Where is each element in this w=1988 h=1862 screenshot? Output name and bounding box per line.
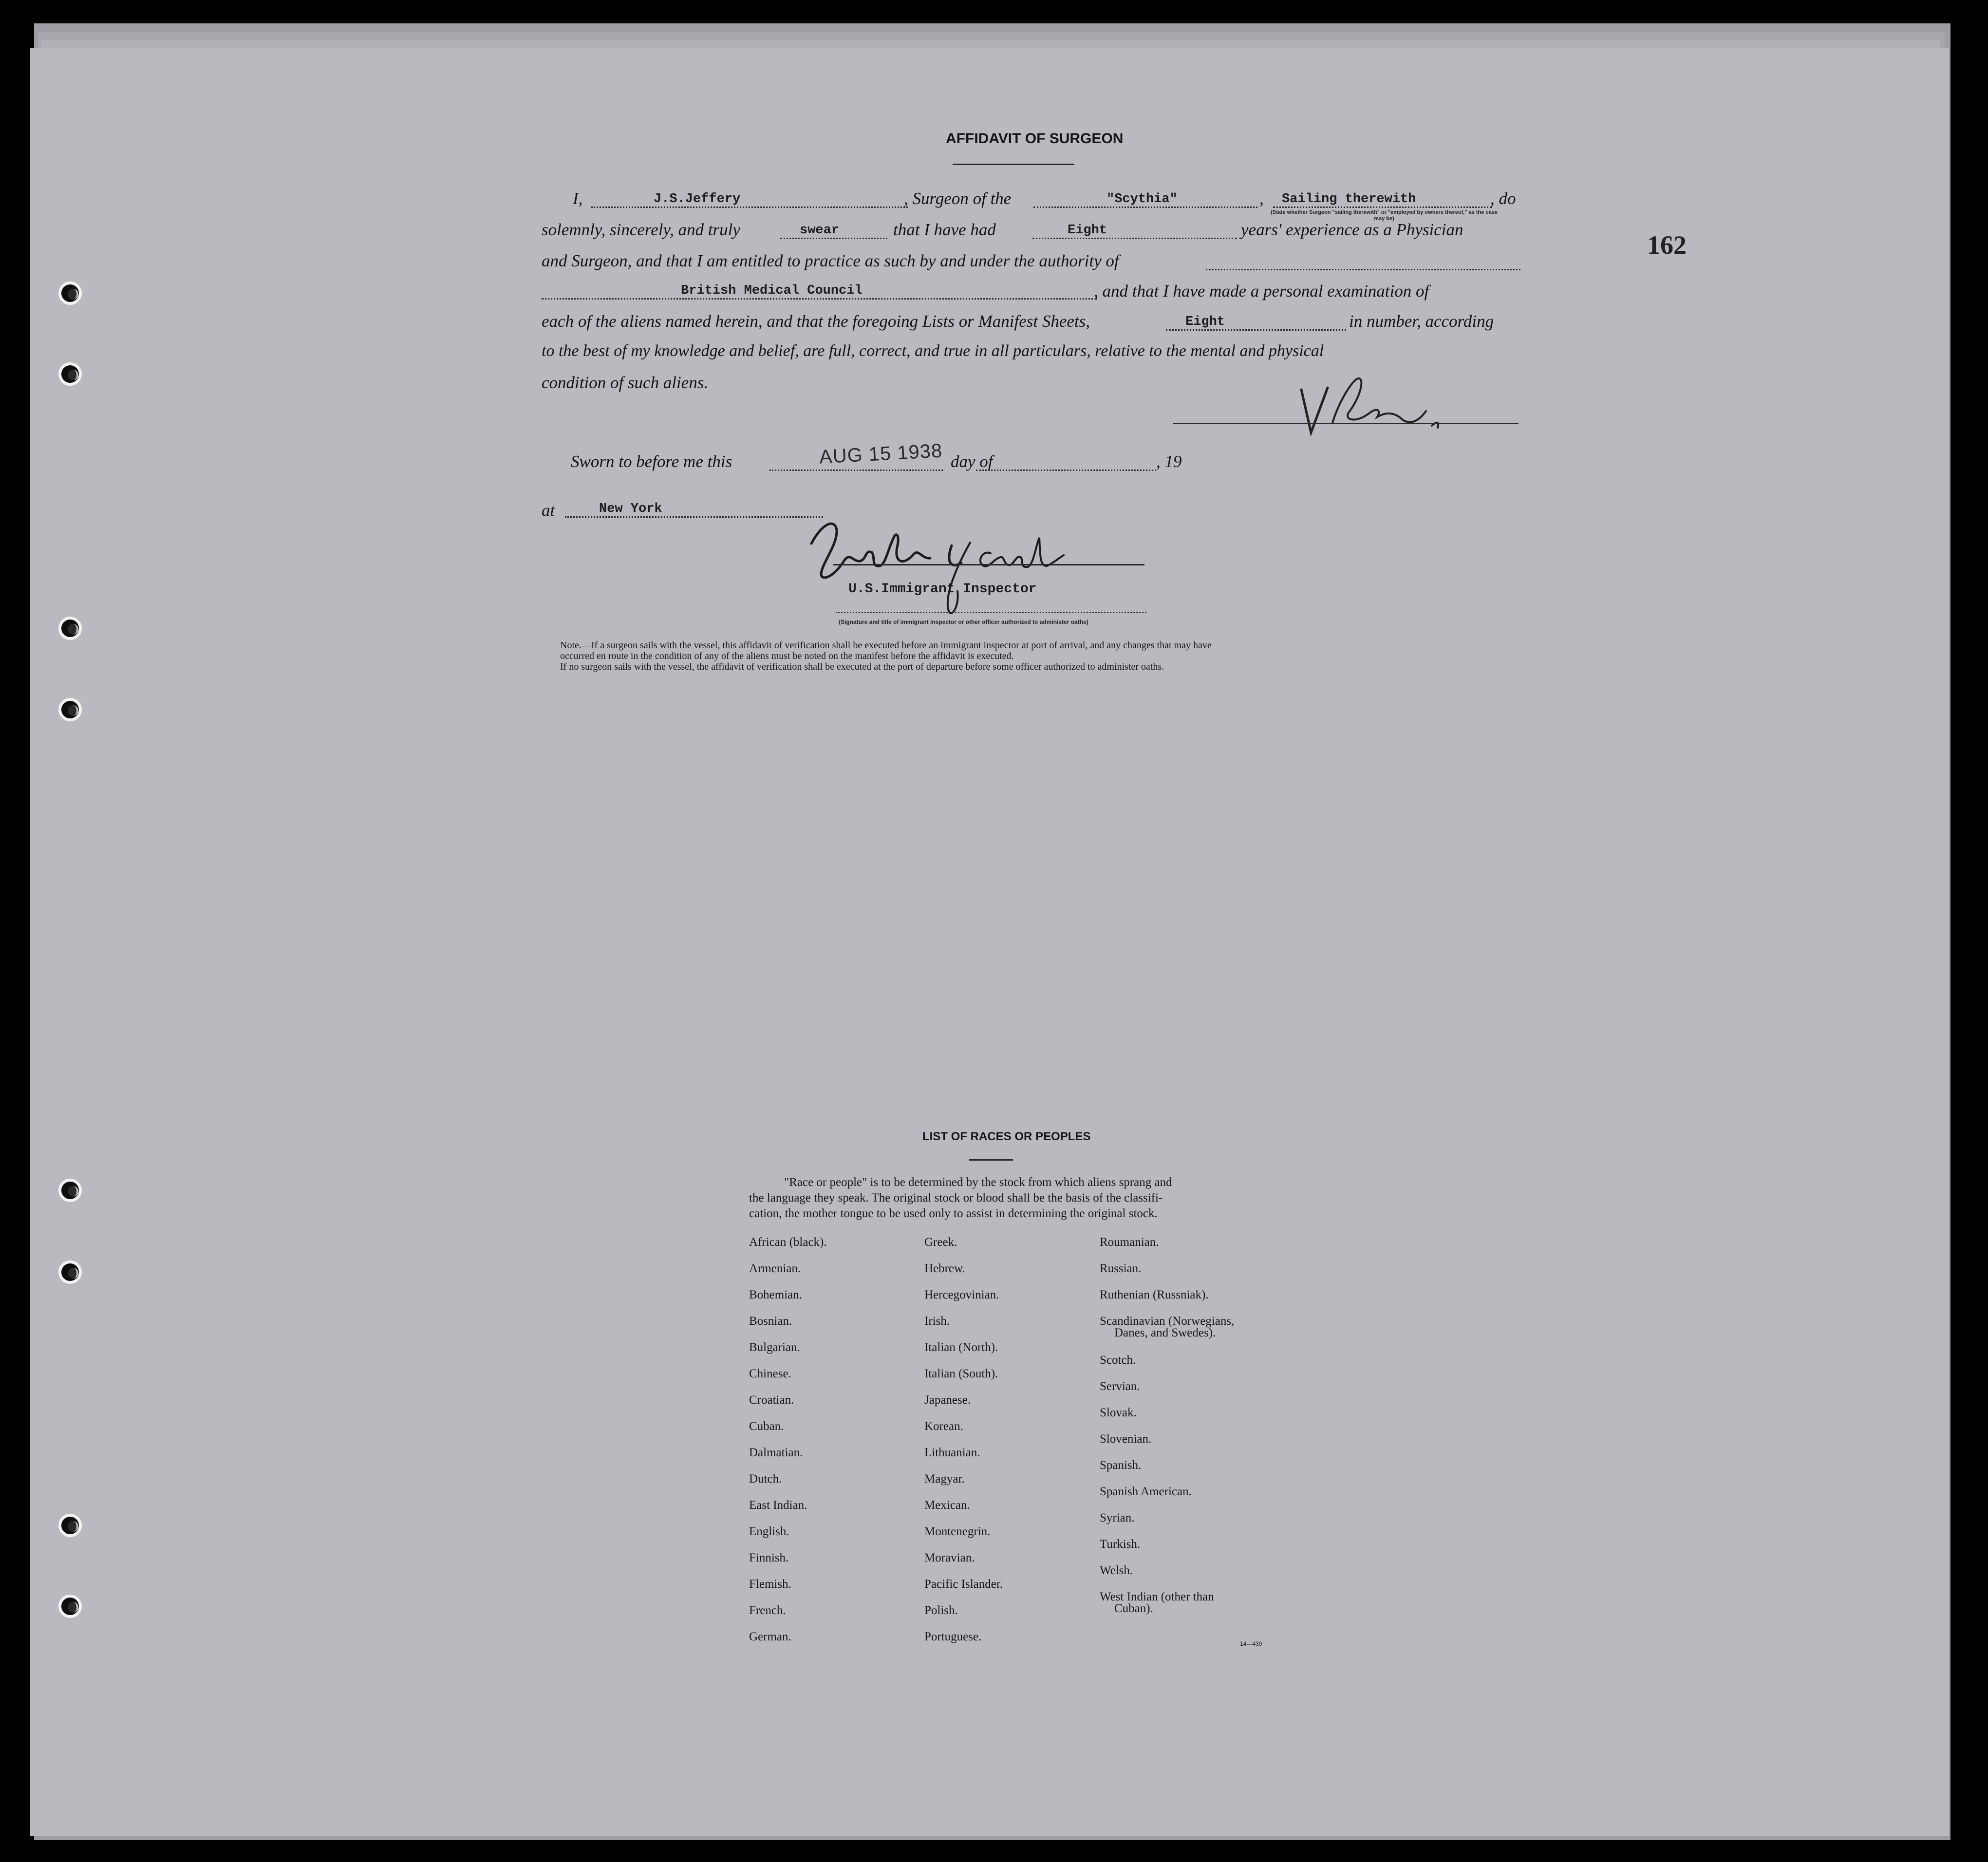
punch-hole: [58, 1260, 82, 1284]
authority-line: [542, 298, 1097, 300]
affidavit-text: each of the aliens named herein, and that the foregoing Lists or Manifest Sheets,: [542, 312, 1090, 331]
race-entry: Russian.: [1100, 1262, 1142, 1275]
oath-type-field[interactable]: swear: [800, 223, 840, 238]
inspector-signature-line: [833, 564, 1144, 565]
race-entry: Flemish.: [749, 1578, 791, 1591]
races-title: LIST OF RACES OR PEOPLES: [922, 1130, 1091, 1143]
punch-hole: [58, 1514, 82, 1537]
race-entry: Magyar.: [924, 1472, 965, 1486]
race-entry: Bulgarian.: [749, 1341, 800, 1354]
affidavit-text: , do: [1490, 189, 1516, 208]
race-entry: Welsh.: [1100, 1564, 1133, 1577]
race-entry: African (black).: [749, 1236, 827, 1249]
race-entry: Pacific Islander.: [924, 1578, 1003, 1591]
race-entry: Bosnian.: [749, 1315, 792, 1328]
race-entry: Moravian.: [924, 1551, 975, 1564]
race-entry: German.: [749, 1630, 791, 1643]
authority-line-upper: [1206, 269, 1520, 270]
affidavit-text: that I have had: [893, 220, 996, 239]
race-entry: Slovak.: [1100, 1406, 1137, 1419]
race-entry: Polish.: [924, 1604, 958, 1617]
oath-type-line: [780, 238, 887, 239]
race-entry: Hebrew.: [924, 1262, 965, 1275]
years-experience-field[interactable]: Eight: [1068, 223, 1107, 238]
vessel-name-line: [1033, 207, 1257, 208]
race-entry: Spanish.: [1100, 1459, 1142, 1472]
punch-hole: [58, 698, 82, 721]
race-entry: Roumanian.: [1100, 1236, 1159, 1249]
race-entry: Irish.: [924, 1315, 950, 1328]
race-entry: Armenian.: [749, 1262, 801, 1275]
affidavit-text: , Surgeon of the: [904, 189, 1012, 208]
race-entry: Korean.: [924, 1420, 963, 1433]
race-entry: Syrian.: [1100, 1511, 1135, 1524]
affidavit-text: to the best of my knowledge and belief, are full, correct, and true in all particulars, relative to the mental and physical: [542, 342, 1324, 360]
years-line: [1032, 238, 1237, 239]
race-entry: Ruthenian (Russniak).: [1100, 1288, 1209, 1301]
affidavit-text: I,: [573, 189, 583, 208]
race-entry: Slovenian.: [1100, 1432, 1152, 1446]
affidavit-title: AFFIDAVIT OF SURGEON: [946, 131, 1124, 147]
sworn-text: , 19: [1156, 452, 1182, 471]
surgeon-signature: [1292, 364, 1452, 442]
affidavit-text: ,: [1259, 189, 1264, 208]
race-entry: Montenegrin.: [924, 1525, 991, 1538]
races-intro: the language they speak. The original stock or blood shall be the basis of the classifi-: [749, 1191, 1163, 1204]
race-entry: Dutch.: [749, 1472, 782, 1486]
race-entry: Cuban.: [749, 1420, 784, 1433]
race-entry: Bohemian.: [749, 1288, 803, 1301]
inspector-title: U.S.Immigrant Inspector: [848, 582, 1037, 597]
vessel-name-field[interactable]: "Scythia": [1107, 192, 1178, 207]
sworn-month-line: [976, 470, 1156, 471]
sworn-text: Sworn to before me this: [571, 452, 732, 471]
punch-hole: [58, 362, 82, 386]
race-entry: Croatian.: [749, 1393, 794, 1407]
race-entry: Lithuanian.: [924, 1446, 980, 1459]
race-entry: Servian.: [1100, 1380, 1140, 1393]
punch-hole: [58, 1179, 82, 1202]
sheet-count-field[interactable]: Eight: [1185, 315, 1225, 329]
race-entry: Danes, and Swedes).: [1114, 1326, 1216, 1339]
affidavit-text: and Surgeon, and that I am entitled to practice as such by and under the authority of: [542, 251, 1119, 270]
race-entry: Greek.: [924, 1236, 957, 1249]
sworn-text: day of: [951, 452, 993, 471]
inspector-title-line: [836, 612, 1146, 613]
page-number: 162: [1647, 230, 1687, 260]
surgeon-signature-line: [1173, 423, 1519, 424]
sailing-status-field[interactable]: Sailing therewith: [1282, 192, 1416, 207]
race-entry: West Indian (other than: [1100, 1590, 1214, 1603]
location-field[interactable]: New York: [599, 502, 662, 516]
authority-field[interactable]: British Medical Council: [681, 283, 863, 298]
race-entry: Chinese.: [749, 1367, 791, 1380]
race-entry: Mexican.: [924, 1499, 970, 1512]
affidavit-text: solemnly, sincerely, and truly: [542, 220, 740, 239]
race-entry: French.: [749, 1604, 786, 1617]
race-entry: Turkish.: [1100, 1538, 1141, 1551]
races-intro: "Race or people" is to be determined by the stock from which aliens sprang and: [784, 1176, 1172, 1189]
manifest-page: [30, 48, 1949, 1836]
race-entry: Scotch.: [1100, 1354, 1136, 1367]
race-entry: Italian (South).: [924, 1367, 998, 1380]
date-stamp: AUG 15 1938: [818, 440, 943, 468]
races-intro: cation, the mother tongue to be used only to assist in determining the original stock.: [749, 1207, 1158, 1220]
race-entry: Portuguese.: [924, 1630, 982, 1643]
race-entry: Scandinavian (Norwegians,: [1100, 1315, 1235, 1328]
race-entry: Dalmatian.: [749, 1446, 803, 1459]
note-line: If no surgeon sails with the vessel, the affidavit of verification shall be executed at the port of departure before some officer authorized to administer oaths.: [560, 661, 1164, 672]
title-underline: [953, 164, 1074, 165]
affidavit-text: condition of such aliens.: [542, 373, 709, 392]
sworn-day-line: [769, 470, 943, 471]
note-line: occurred en route in the condition of any of the aliens must be noted on the manifest before the affidavit is executed.: [560, 651, 1014, 661]
punch-hole: [58, 282, 82, 305]
sailing-status-line: [1273, 207, 1492, 208]
surgeon-name-field[interactable]: J.S.Jeffery: [654, 192, 741, 207]
sheet-count-line: [1166, 329, 1346, 331]
punch-hole: [58, 1595, 82, 1618]
affidavit-text: , and that I have made a personal examination of: [1094, 282, 1429, 301]
race-entry: Italian (North).: [924, 1341, 998, 1354]
race-entry: Spanish American.: [1100, 1485, 1192, 1498]
races-title-underline: [969, 1159, 1013, 1161]
affidavit-text: years' experience as a Physician: [1241, 220, 1463, 239]
note-line: Note.—If a surgeon sails with the vessel, this affidavit of verification shall be executed before an immigrant inspector at port of arrival, and any changes that may have: [560, 640, 1212, 651]
signature-caption: (Signature and title of immigrant inspector or other officer authorized to administer oaths): [839, 619, 1088, 625]
race-entry: Cuban).: [1114, 1602, 1153, 1615]
race-entry: Hercegovinian.: [924, 1288, 999, 1301]
sailing-status-instruction: (State whether Surgeon "sailing therewith" or "employed by owners thereof," as the case may be): [1271, 209, 1498, 222]
race-entry: English.: [749, 1525, 789, 1538]
race-entry: Japanese.: [924, 1393, 971, 1407]
location-line: [565, 516, 823, 518]
surgeon-name-line: [591, 207, 908, 208]
form-number: 14—430: [1240, 1640, 1262, 1647]
affidavit-text: in number, according: [1349, 312, 1494, 331]
punch-hole: [58, 617, 82, 640]
race-entry: East Indian.: [749, 1499, 807, 1512]
at-label: at: [542, 501, 555, 520]
race-entry: Finnish.: [749, 1551, 789, 1564]
